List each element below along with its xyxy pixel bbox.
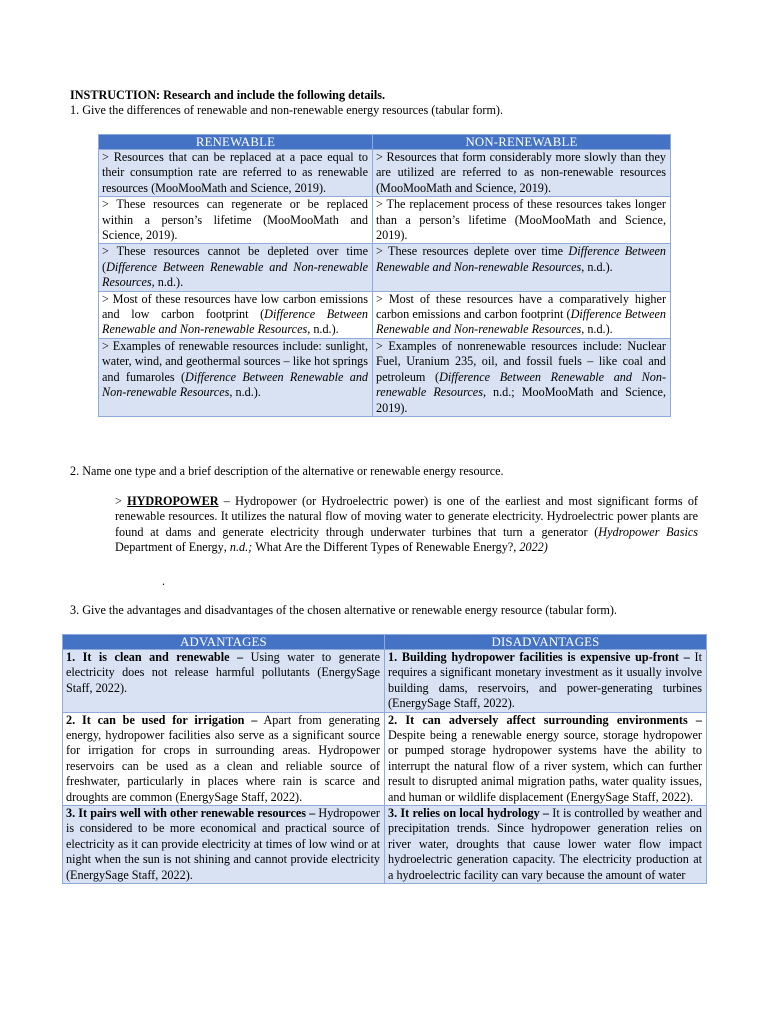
disadvantage-cell: 1. Building hydropower facilities is expensive up-front – It requires a significant monetary investment as it usually involve building dams, reservoirs, and power-generating turbines (EnergySage Staff, 2022). xyxy=(385,650,707,713)
renewable-cell: > Most of these resources have low carbon emissions and low carbon footprint (Difference Between Renewable and Non-renewable Resources, n.d.). xyxy=(99,291,373,338)
table-row xyxy=(99,291,671,338)
non-renewable-cell: > Examples of nonrenewable resources include: Nuclear Fuel, Uranium 235, oil, and fossil fuels – like coal and petroleum (Difference Between Renewable and Non-renewable Resources, n.d.; MooMooMath and Science, 2019). xyxy=(373,338,671,416)
table-row xyxy=(99,150,671,197)
question-3: 3. Give the advantages and disadvantages of the chosen alternative or renewable energy resource (tabular form). xyxy=(70,603,617,617)
table-row xyxy=(99,338,671,416)
renewable-cell: > Resources that can be replaced at a pace equal to their consumption rate are referred to as renewable resources (MooMooMath and Science, 2019). xyxy=(99,150,373,197)
stray-dot: . xyxy=(162,574,166,588)
table-row xyxy=(63,712,707,805)
header-advantages: ADVANTAGES xyxy=(63,635,385,650)
instruction-label: INSTRUCTION: xyxy=(70,88,161,102)
renewable-comparison-table xyxy=(98,134,671,417)
advantage-cell: 1. It is clean and renewable – Using water to generate electricity does not release harmful pollutants (EnergySage Staff, 2022). xyxy=(63,650,385,713)
non-renewable-cell: > These resources deplete over time Difference Between Renewable and Non-renewable Resources, n.d.). xyxy=(373,244,671,291)
header-renewable: RENEWABLE xyxy=(99,135,373,150)
table-row xyxy=(63,650,707,713)
hydro-term: HYDROPOWER xyxy=(127,494,219,508)
non-renewable-cell: > Most of these resources have a comparatively higher carbon emissions and carbon footprint (Difference Between Renewable and Non-renewable Resources, n.d.). xyxy=(373,291,671,338)
disadvantage-cell: 2. It can adversely affect surrounding environments – Despite being a renewable energy source, storage hydropower or pumped storage hydropower systems have the ability to interrupt the natural flow of a river system, which can further result to disrupted animal migration paths, water quality issues, and human or wildlife displacement (EnergySage Staff, 2022). xyxy=(385,712,707,805)
renewable-cell: > These resources can regenerate or be replaced within a person’s lifetime (MooMooMath and Science, 2019). xyxy=(99,197,373,244)
question-2: 2. Name one type and a brief description of the alternative or renewable energy resource. xyxy=(70,464,504,478)
header-disadvantages: DISADVANTAGES xyxy=(385,635,707,650)
table-row xyxy=(99,197,671,244)
instruction-text: Research and include the following details. xyxy=(160,88,385,102)
question-1: 1. Give the differences of renewable and non-renewable energy resources (tabular form). xyxy=(70,103,504,118)
disadvantage-cell: 3. It relies on local hydrology – It is controlled by weather and precipitation trends. Since hydropower generation relies on river water, droughts that cause lower water flow impact hydroelectric generation capacity. The electricity production at a hydroelectric facility can vary because the amount of water xyxy=(385,806,707,884)
hydro-text: – Hydropower (or Hydroelectric power) is one of the earliest and most significant forms of renewable resources. It utilizes the natural flow of moving water to generate electricity. Hydroelectric power plants are found at dams and generate electricity through underwater turbines that turn a generator (Hydropower Basics Department of Energy, n.d.; What Are the Different Types of Renewable Energy?, 2022) xyxy=(115,494,698,555)
table-row xyxy=(63,806,707,884)
renewable-cell: > These resources cannot be depleted over time (Difference Between Renewable and Non-renewable Resources, n.d.). xyxy=(99,244,373,291)
renewable-cell: > Examples of renewable resources include: sunlight, water, wind, and geothermal sources – like hot springs and fumaroles (Difference Between Renewable and Non-renewable Resources, n.d.). xyxy=(99,338,373,416)
advantage-cell: 3. It pairs well with other renewable resources – Hydropower is considered to be more economical and practical source of electricity as it can provide electricity at times of low wind or at night when the sun is not shining and cannot provide electricity (EnergySage Staff, 2022). xyxy=(63,806,385,884)
hydro-prefix: > xyxy=(115,494,128,508)
hydropower-description xyxy=(115,494,698,556)
instruction-block xyxy=(70,88,710,119)
non-renewable-cell: > The replacement process of these resources takes longer than a person’s lifetime (MooMooMath and Science, 2019). xyxy=(373,197,671,244)
advantage-cell: 2. It can be used for irrigation – Apart from generating energy, hydropower facilities also serve as a significant source for irrigation for crops in surrounding areas. Hydropower reservoirs can be used as a clean and reliable source of freshwater, particularly in places where rain is scarce and droughts are common (EnergySage Staff, 2022). xyxy=(63,712,385,805)
non-renewable-cell: > Resources that form considerably more slowly than they are utilized are referred to as non-renewable resources (MooMooMath and Science, 2019). xyxy=(373,150,671,197)
header-non-renewable: NON-RENEWABLE xyxy=(373,135,671,150)
advantages-table xyxy=(62,634,707,884)
table-row xyxy=(99,244,671,291)
